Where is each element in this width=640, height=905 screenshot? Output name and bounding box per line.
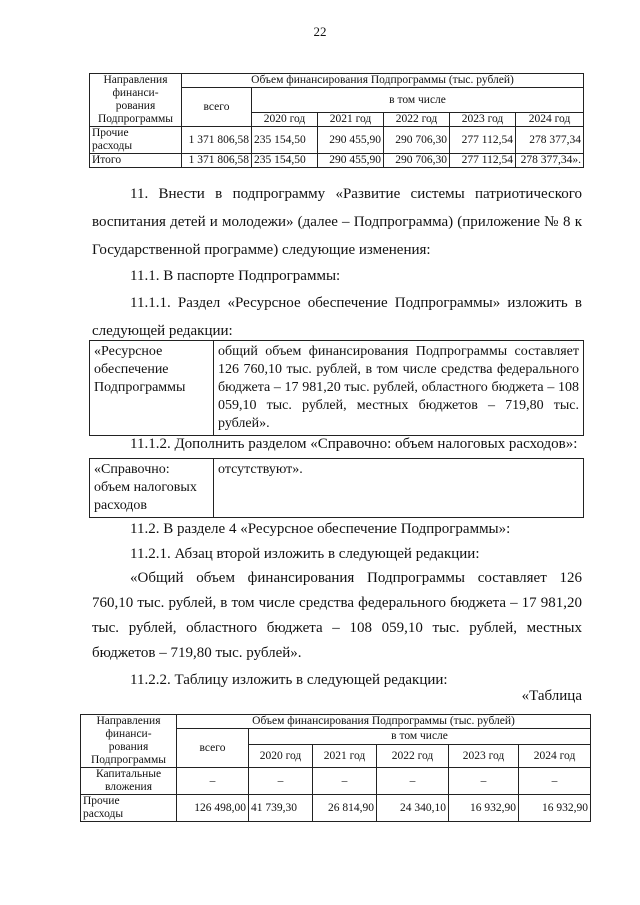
paragraph-11-1-2: 11.1.2. Дополнить разделом «Справочно: объем налоговых расходов»:	[130, 436, 578, 452]
table-header-including: в том числе	[252, 88, 584, 113]
paragraph-11-1: 11.1. В паспорте Подпрограммы:	[130, 268, 341, 284]
table-header-total: всего	[182, 88, 252, 127]
table-header-including: в том числе	[249, 729, 591, 745]
cell-value: 290 706,30	[384, 127, 450, 154]
paragraph-11-1-1: 11.1.1. Раздел «Ресурсное обеспечение Подпрограммы» изложить в следующей редакции:	[92, 295, 582, 339]
cell-value: –	[449, 768, 519, 795]
table-row	[90, 154, 584, 168]
table-caption: «Таблица	[521, 688, 582, 704]
table-row	[81, 795, 591, 822]
table-row	[81, 768, 591, 795]
cell-value: 290 706,30	[384, 154, 450, 168]
paragraph-11-2-2: 11.2.2. Таблицу изложить в следующей редакции:	[130, 672, 448, 688]
table-header-year: 2020 год	[249, 745, 313, 768]
row-name: Итого	[90, 154, 182, 168]
funding-table-2	[80, 714, 591, 822]
table-header-year: 2024 год	[519, 745, 591, 768]
row-name: Капитальные вложения	[81, 768, 177, 795]
cell-value: 290 455,90	[318, 154, 384, 168]
table-header-funding: Объем финансирования Подпрограммы (тыс. рублей)	[182, 74, 584, 88]
table-row	[90, 127, 584, 154]
resource-box	[89, 340, 584, 436]
paragraph-11-2-1: 11.2.1. Абзац второй изложить в следующей редакции:	[130, 546, 480, 562]
box-left: «Справочно: объем налоговых расходов	[90, 459, 214, 518]
table-header-year: 2024 год	[516, 113, 584, 127]
table-header-year: 2023 год	[449, 745, 519, 768]
table-header-direction: Направления финанси- рования Подпрограммы	[81, 715, 177, 768]
cell-value: 41 739,30	[249, 795, 313, 822]
cell-value: 290 455,90	[318, 127, 384, 154]
cell-value: 126 498,00	[177, 795, 249, 822]
cell-value: 277 112,54	[450, 154, 516, 168]
cell-value: 278 377,34».	[516, 154, 584, 168]
box-right: общий объем финансирования Подпрограммы составляет 126 760,10 тыс. рублей, в том числе средства федерального бюджета – 17 981,20 тыс. рублей, областного бюджета – 108 059,10 тыс. рублей, местных бюджетов – 719,80 тыс. рублей».	[214, 341, 584, 436]
cell-value: 24 340,10	[377, 795, 449, 822]
paragraph-11-2: 11.2. В разделе 4 «Ресурсное обеспечение Подпрограммы»:	[130, 521, 511, 537]
table-header-year: 2023 год	[450, 113, 516, 127]
funding-table-1	[89, 73, 584, 168]
cell-value: 16 932,90	[519, 795, 591, 822]
cell-value: 277 112,54	[450, 127, 516, 154]
table-header-year: 2022 год	[377, 745, 449, 768]
cell-value: –	[249, 768, 313, 795]
table-header-total: всего	[177, 729, 249, 768]
quoted-paragraph: «Общий объем финансирования Подпрограммы составляет 126 760,10 тыс. рублей, в том числе средства федерального бюджета – 17 981,20 тыс. рублей, областного бюджета – 108 059,10 тыс. рублей, местных бюджетов – 719,80 тыс. рублей».	[92, 570, 582, 661]
table-header-year: 2021 год	[313, 745, 377, 768]
table-header-direction: Направления финанси- рования Подпрограммы	[90, 74, 182, 127]
row-name: Прочие расходы	[90, 127, 182, 154]
cell-value: 278 377,34	[516, 127, 584, 154]
table-header-year: 2020 год	[252, 113, 318, 127]
paragraph-11: 11. Внести в подпрограмму «Развитие системы патриотического воспитания детей и молодежи» (далее – Подпрограмма) (приложение № 8 к Государственной программе) следующие изменения:	[92, 186, 582, 258]
box-right: отсутствуют».	[214, 459, 584, 518]
row-name: Прочие расходы	[81, 795, 177, 822]
cell-value: 1 371 806,58	[182, 154, 252, 168]
table-header-year: 2022 год	[384, 113, 450, 127]
cell-value: 16 932,90	[449, 795, 519, 822]
cell-value: 235 154,50	[252, 127, 318, 154]
cell-value: –	[313, 768, 377, 795]
tax-expenses-box	[89, 458, 584, 518]
cell-value: 1 371 806,58	[182, 127, 252, 154]
box-left: «Ресурсное обеспечение Подпрограммы	[90, 341, 214, 436]
page-number: 22	[313, 24, 327, 39]
cell-value: 26 814,90	[313, 795, 377, 822]
cell-value: 235 154,50	[252, 154, 318, 168]
table-header-funding: Объем финансирования Подпрограммы (тыс. рублей)	[177, 715, 591, 729]
cell-value: –	[519, 768, 591, 795]
cell-value: –	[177, 768, 249, 795]
cell-value: –	[377, 768, 449, 795]
table-header-year: 2021 год	[318, 113, 384, 127]
